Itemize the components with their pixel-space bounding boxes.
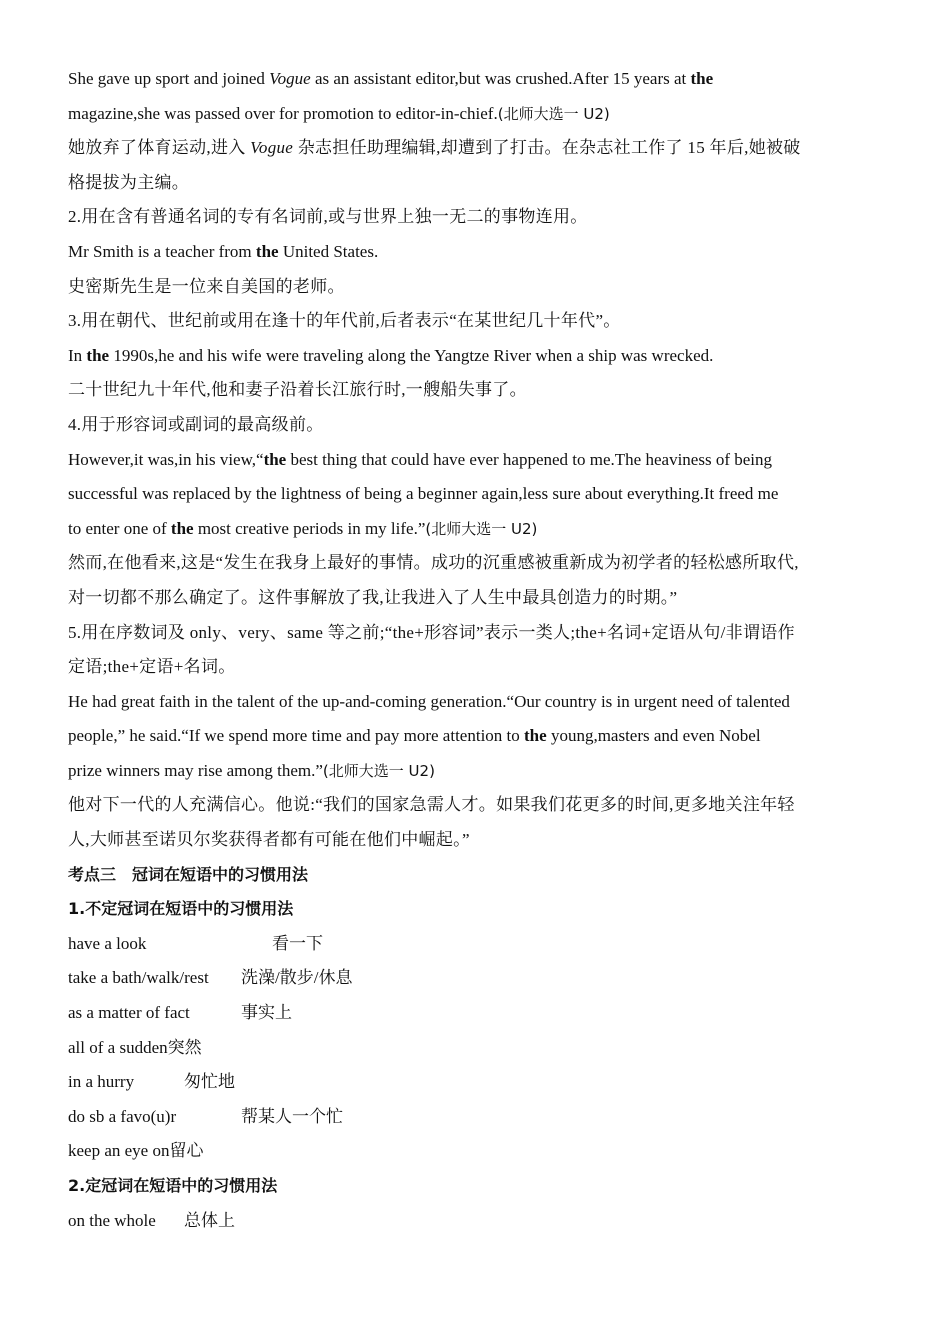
document-page (68, 62, 890, 1238)
section-heading: 考点三 冠词在短语中的习惯用法 (68, 864, 309, 884)
rule-3: 3.用在朝代、世纪前或用在逢十的年代前,后者表示“在某世纪几十年代”。 (68, 311, 621, 331)
rule-2: 2.用在含有普通名词的专有名词前,或与世界上独一无二的事物连用。 (68, 207, 588, 227)
example-sentence-vogue-1: She gave up sport and joined Vogue as an assistant editor,but was crushed.After 15 years at the (68, 69, 714, 88)
example-sentence-young-1: He had great faith in the talent of the up-and-coming generation.“Our country is in urgent need of talented (68, 691, 790, 711)
phrase-item: in a hurry 匆忙地 (68, 1072, 235, 1092)
phrase-item: take a bath/walk/rest 洗澡/散步/休息 (68, 968, 353, 988)
translation-vogue-2: 格提拔为主编。 (68, 172, 190, 192)
subsection-heading-indefinite: 1.不定冠词在短语中的习惯用法 (68, 899, 294, 919)
example-sentence-best-3: to enter one of the most creative periods in my life.”(北师大选一 U2) (68, 518, 538, 538)
example-sentence-best-1: However,it was,in his view,“the best thing that could have ever happened to me.The heaviness of being (68, 449, 772, 469)
example-sentence-best-2: successful was replaced by the lightness of being a beginner again,less sure about everything.It freed me (68, 484, 779, 504)
translation-young-2: 人,大师甚至诺贝尔奖获得者都有可能在他们中崛起。” (68, 830, 470, 850)
example-sentence-smith: Mr Smith is a teacher from the United States. (68, 241, 379, 261)
example-sentence-young-2: people,” he said.“If we spend more time and pay more attention to the young,masters and even Nobel (68, 726, 761, 746)
phrase-list-definite (68, 1204, 890, 1239)
rule-5-2: 定语;the+定语+名词。 (68, 657, 236, 677)
phrase-item: as a matter of fact 事实上 (68, 1003, 292, 1023)
subsection-heading-definite: 2.定冠词在短语中的习惯用法 (68, 1176, 278, 1195)
phrase-item: on the whole 总体上 (68, 1210, 235, 1230)
example-sentence-vogue-2: magazine,she was passed over for promotion to editor-in-chief.(北师大选一 U2) (68, 103, 610, 123)
phrase-item: have a look 看一下 (68, 933, 323, 953)
translation-smith: 史密斯先生是一位来自美国的老师。 (68, 276, 345, 296)
phrase-list-indefinite (68, 927, 890, 1169)
source-note: (北师大选一 U2) (322, 761, 435, 780)
source-note: (北师大选一 U2) (497, 104, 610, 123)
translation-young-1: 他对下一代的人充满信心。他说:“我们的国家急需人才。如果我们花更多的时间,更多地关注年轻 (68, 795, 795, 815)
rule-5-1: 5.用在序数词及 only、very、same 等之前;“the+形容词”表示一类人;the+名词+定语从句/非谓语作 (68, 622, 795, 642)
phrase-item: keep an eye on留心 (68, 1141, 204, 1161)
translation-best-2: 对一切都不那么确定了。这件事解放了我,让我进入了人生中最具创造力的时期。” (68, 587, 678, 607)
translation-1990s: 二十世纪九十年代,他和妻子沿着长江旅行时,一艘船失事了。 (68, 380, 527, 400)
phrase-item: all of a sudden突然 (68, 1037, 202, 1057)
translation-vogue-1: 她放弃了体育运动,进入 Vogue 杂志担任助理编辑,却遭到了打击。在杂志社工作了 15 年后,她被破 (68, 138, 801, 158)
source-note: (北师大选一 U2) (425, 519, 538, 538)
phrase-item: do sb a favo(u)r 帮某人一个忙 (68, 1106, 343, 1126)
translation-best-1: 然而,在他看来,这是“发生在我身上最好的事情。成功的沉重感被重新成为初学者的轻松感所取代, (68, 553, 799, 573)
example-sentence-young-3: prize winners may rise among them.”(北师大选一 U2) (68, 760, 435, 780)
rule-4: 4.用于形容词或副词的最高级前。 (68, 414, 324, 434)
example-sentence-1990s: In the 1990s,he and his wife were traveling along the Yangtze River when a ship was wrecked. (68, 345, 714, 365)
